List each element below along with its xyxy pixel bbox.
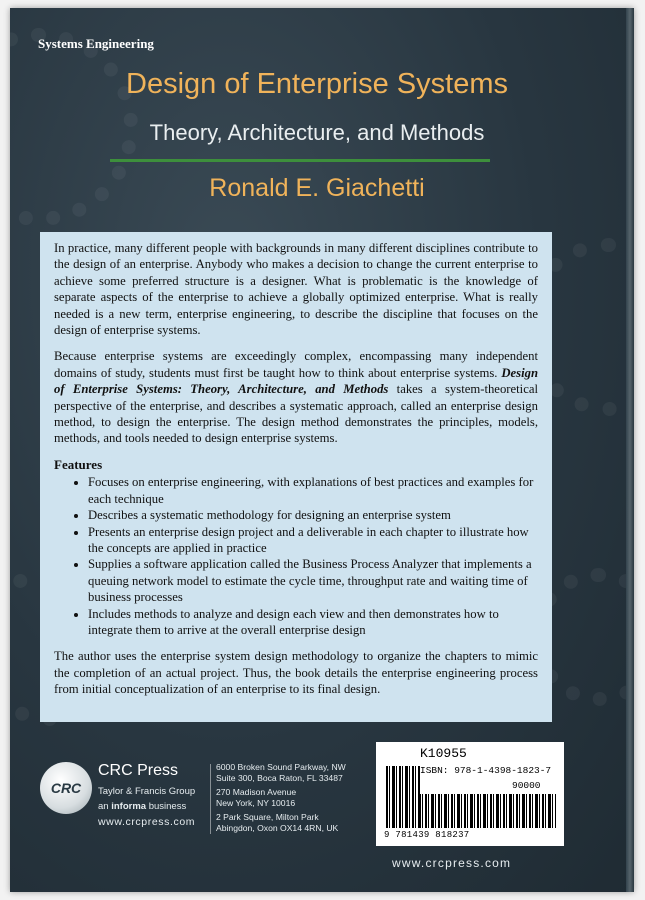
feature-item: • Presents an enterprise design project and a deliverable in each chapter to illustrate how the concepts are applied in practice bbox=[88, 524, 538, 557]
feature-item: • Focuses on enterprise engineering, with explanations of best practices and examples for each technique bbox=[88, 474, 538, 507]
features-heading: Features bbox=[54, 456, 103, 472]
book-title-inline: Design of Enterprise Systems: Theory, Architecture, and Methods bbox=[54, 365, 538, 397]
barcode-label bbox=[376, 742, 564, 846]
feature-item: • Describes a systematic methodology for designing an enterprise system bbox=[88, 507, 538, 523]
address: 2 Park Square, Milton Park Abingdon, Oxon OX14 4RN, UK bbox=[216, 812, 339, 833]
barcode-digits: 9 781439 818237 bbox=[384, 830, 470, 840]
title-divider bbox=[110, 159, 490, 162]
publisher-block bbox=[40, 758, 360, 838]
catalog-code: K10955 bbox=[420, 746, 467, 761]
feature-item: • Supplies a software application called the Business Process Analyzer that implements a queuing network model to estimate the cycle time, throughput rate and waiting time of business processes bbox=[88, 556, 538, 605]
crc-press-logo-icon: CRC bbox=[40, 762, 92, 814]
description-paragraph: The author uses the enterprise system design methodology to organize the chapters to mimic the completion of an actual project. Thus, the book details the enterprise engineering process from initial conceptualization of an enterprise to its final design. bbox=[54, 649, 538, 697]
address: 6000 Broken Sound Parkway, NW Suite 300, Boca Raton, FL 33487 bbox=[216, 762, 346, 783]
publisher-name: CRC Press bbox=[98, 762, 179, 779]
publisher-informa-line: an informa business bbox=[98, 801, 187, 812]
description-panel bbox=[40, 232, 552, 722]
description-text: Because enterprise systems are exceedingly complex, encompassing many independent domains of study, students must first be taught how to think about enterprise systems. bbox=[54, 349, 538, 380]
description-paragraph bbox=[54, 348, 538, 446]
book-title: Design of Enterprise Systems bbox=[126, 68, 508, 100]
publisher-group: Taylor & Francis Group bbox=[98, 786, 196, 797]
price-code: 90000 bbox=[512, 780, 541, 791]
isbn-number: ISBN: 978-1-4398-1823-7 bbox=[420, 765, 552, 776]
publisher-divider bbox=[210, 764, 211, 834]
description-text: takes a system-theoretical perspective of the enterprise, and describes a systematic approach, called an enterprise design method, to design the enterprise. The design method demonstrates the principles, models, methods, and tools needed to design enterprise systems. bbox=[54, 382, 538, 446]
address: 270 Madison Avenue New York, NY 10016 bbox=[216, 787, 297, 808]
description-paragraph: In practice, many different people with backgrounds in many different disciplines contribute to the design of an enterprise. Anybody who makes a decision to change the current enterprise to achieve some preferred structure is a designer. What is problematic is the knowledge of separate aspects of the enterprise to achieve a globally optimized enterprise. What is really needed is a new term, enterprise engineering, to describe the discipline that focuses on the design of enterprise systems. bbox=[54, 241, 538, 338]
series-label: Systems Engineering bbox=[38, 36, 154, 51]
features-list bbox=[54, 474, 538, 638]
publisher-url: www.crcpress.com bbox=[98, 816, 196, 828]
book-back-cover bbox=[10, 8, 634, 892]
website-url: www.crcpress.com bbox=[392, 856, 512, 870]
feature-item: • Includes methods to analyze and design each view and then demonstrates how to integrate them to arrive at the overall enterprise design bbox=[88, 606, 538, 639]
author-name: Ronald E. Giachetti bbox=[209, 174, 425, 202]
cover-edge bbox=[626, 8, 634, 892]
book-subtitle: Theory, Architecture, and Methods bbox=[149, 120, 485, 145]
publisher-addresses bbox=[216, 762, 386, 838]
